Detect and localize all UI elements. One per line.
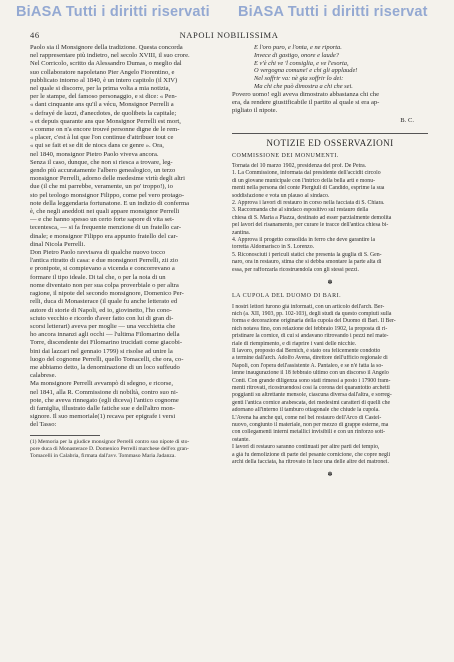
text-line: ragione, il nipote del secondo monsignore, Domenico Per- <box>30 290 184 298</box>
text-line: L'Avena ha anche qui, come nel bel restauro dell'Arco di Castel- <box>232 414 382 421</box>
text-line: autore di storie di Napoli, ed io, giovinetto, l'ho cono- <box>30 306 172 314</box>
subheading-cupola: LA CUPOLA DEL DUOMO DI BARI. <box>232 293 342 300</box>
text-line: « dant cinquante ans qu'il a vécu, Monsignor Perrelli a <box>30 101 174 109</box>
minutes-list <box>232 170 428 274</box>
text-line: per le stampe, del famoso personaggio, e si dice: « Pen- <box>30 93 177 101</box>
minutes-line: torretta Aldomarisco in S. Lorenzo. <box>232 244 315 251</box>
text-line: « et depuis quarante ans que Monsignor Perrelli est mort, <box>30 117 181 125</box>
minutes-intro: Tornata del 10 marzo 1902, presidenza del prof. De Petra. <box>232 163 367 169</box>
text-line: « qui se fait et se dit de niocs dans ce genre ». Ora, <box>30 142 164 150</box>
text-line: nel 1840, monsignor Pietro Paolo viveva ancora. <box>30 150 159 158</box>
footnote-line: pore duca di Monasterace D. Domenico Perrelli marchese dell'ex gran- <box>30 445 189 452</box>
text-line: dinal Nicola Perrelli. <box>30 240 86 248</box>
verse-line: Ma chi che può dimostra a chi che sei. <box>254 82 353 90</box>
text-line: monsignor Perrelli, adorno delle medesime virtù degli altri <box>30 175 185 183</box>
text-line: ho ancora innanzi agli occhi — l'ultima Filomarino della <box>30 331 180 339</box>
text-line: nuovo, congiunto il materiale, non per mezzo di grappe esterne, ma <box>232 422 389 428</box>
text-line: sciuto vecchio e ricordo d'aver fatto con lui di gran di- <box>30 314 174 322</box>
text-line: adornano all'interno il tamburo ottagonale che chiude la cupola. <box>232 407 380 414</box>
page-number: 46 <box>30 30 40 40</box>
text-line: note della leggendaria fortunatone. E un indizio di conferma <box>30 199 190 207</box>
subheading-commissione: COMMISSIONE DEI MONUMENTI. <box>232 152 339 159</box>
text-line: — e che hanno spesso un certo forte sapore di vita set- <box>30 216 175 224</box>
text-line: genti l'antica cornice arabescata, dei medesimi caratteri di quelli che <box>232 399 391 406</box>
footnote-line: (1) Memoria per la giudice monsignor Perrelli contro suo nipote di sto- <box>30 438 190 445</box>
author-signature: B. C. <box>400 117 414 125</box>
text-line: di famiglia, illustrato dalle fatiche sue e dell'altro mon- <box>30 404 175 412</box>
minutes-line: 4. Approva il progetto consolida in ferro che deve garantire la <box>232 237 376 244</box>
verse-line: O vergogna comune! e chi gli applaude! <box>254 67 358 75</box>
minutes-line: naro, ora in restauro, stima che si debba smontare la parte alta di <box>232 259 382 266</box>
minutes-line: 5. Riconosciuti i periculi statici che presenta la guglia di S. Gen- <box>232 251 382 258</box>
text-line: pristinare la cornice, di cui si andavano ritrovando i pezzi nel mate- <box>232 333 389 340</box>
text-line: gendo più accuratamente l'albero genealogico, un terzo <box>30 167 176 175</box>
watermark-left-text: BiASA Tutti i diritti riservati <box>16 4 210 20</box>
running-title: NAPOLI NOBILISSIMA <box>179 30 279 40</box>
section-ornament-1: ✽ <box>327 280 333 287</box>
footnote <box>30 439 220 460</box>
minutes-line: soddisfazione e vota un plauso al sindaco. <box>232 192 330 199</box>
text-line: nel rappresentare più indietro, nel secolo XVIII, il suo crore. <box>30 52 190 60</box>
paragraph-4 <box>30 380 220 429</box>
text-line: Napoli, con l'opera dell'assistente A. Pantaleo, e se n'è fatta la so- <box>232 362 384 369</box>
text-line: Conti. Con grande diligenza sono stati rimessi a posto i 17900 fram- <box>232 377 391 384</box>
text-line: « placer, c'est à lui que l'on continue d'attribuer tout ce <box>30 134 174 142</box>
text-line: pote, che aveva rinnegato (egli diceva) l'antico cognome <box>30 396 179 404</box>
text-line: luogo del cognome Perrelli, quello Tomacelli, che ora, co- <box>30 355 184 363</box>
text-line: nich notava fino, con relazione del febbraio 1902, la proposta di ri- <box>232 325 388 332</box>
minutes-line: 2. Approva i lavori di restauro in corso nella facciata di S. Chiara. <box>232 200 385 207</box>
text-line: Senza il caso, dunque, che non si riesca a trovare, leg- <box>30 158 173 166</box>
text-line: nel 1841, alla R. Commissione di nobiltà, contro suo ni- <box>30 388 178 396</box>
text-line: l'antica ritratto di casa: e due monsignori Perrelli, zii zio <box>30 257 179 265</box>
text-line: Torre, discendente dei Filomarino trucidati come giacobi- <box>30 339 183 347</box>
text-line: due (il che mi parrebbe, veramente, un po' troppo!), io <box>30 183 173 191</box>
text-line: scorsi letterari) aveva per moglie — una vecchietta che <box>30 322 176 330</box>
minutes-line: chiesa di S. Maria a Piazza, destinato ad esser parzialmente demolita <box>232 214 392 221</box>
page-header <box>30 30 428 42</box>
text-line: I lavori di restauro saranno continuati per altre parti del tempio, <box>232 444 380 451</box>
text-line: pubblicato intorno al 1840, è un intero capitolo (il XIV) <box>30 76 178 84</box>
text-line: « comme on n'a encore trouvé personne digne de le rem- <box>30 126 180 134</box>
text-line: pigliato il nipote. <box>232 107 278 115</box>
minutes-line: zantina. <box>232 229 251 236</box>
text-line: calabrese. <box>30 372 57 380</box>
text-line: menti ritrovati, ricostruendosi così la corona dei quarantotto archetti <box>232 384 390 391</box>
text-line: me abbiamo detto, la denominazione di un loco suffeudo <box>30 363 180 371</box>
text-line: Don Pietro Paolo ravvisava di qualche nuovo tocco <box>30 249 166 257</box>
minutes-line: di un giovane municipale con l'intrico della bella arti e monu- <box>232 177 376 184</box>
tasso-verse <box>232 44 428 91</box>
paragraph-1 <box>30 44 220 159</box>
text-line: a già fu demolizione di parte del pesante cornicione, che copre negli <box>232 451 391 458</box>
footnote-line: Tomacelli in Calabria, firmata dall'avv. Tommaso Maria Jadanza. <box>30 452 176 459</box>
text-line: relli, duca di Monasterace (il quale fu anche letterato ed <box>30 298 178 306</box>
text-line: dinale; e monsignor Filippo era appunto fratello del car- <box>30 232 178 240</box>
text-line: riale di riempimento, e di riaprire i vani delle nicchie. <box>232 340 357 347</box>
text-line: e pronipote, si compievano a vicenda e concorrevano a <box>30 265 175 273</box>
text-line: Paolo sia il Monsignore della tradizione. Questa concorda <box>30 44 183 51</box>
text-line: Povero uomo! egli aveva dimostrato abbastanza chi che <box>232 90 380 98</box>
paragraph-2 <box>30 159 220 249</box>
text-line: forma e decorazione originaria della cupola del Duomo di Bari. Il Ber- <box>232 318 396 325</box>
text-line: archi della facciata, ha ritrovato in luce una delle altre dei matronei. <box>232 459 389 466</box>
text-line: con collegamenti interni metallici invisibili e con un rinforzo sott- <box>232 429 386 436</box>
right-column <box>232 44 428 485</box>
text-line: signore. Il suo memoriale(1) recava per epigrafe i versi <box>30 413 176 421</box>
text-line: « defrayé de lazzi, d'anecdotes, de quolibets la capitale; <box>30 109 177 117</box>
text-line: Il lavoro, proposto dal Bernich, è stato ora felicemente condotto <box>232 347 381 354</box>
minutes-line: essa, per rafforzarla ricostruendola con gli stessi pezzi. <box>232 266 359 273</box>
verse-line: E v'è chi ve 'l consiglia, e ve l'esorta, <box>254 59 349 67</box>
text-line: bini dai lazzari nel gennaio 1799) si risolse ad unire la <box>30 347 173 355</box>
text-line: nich (a. XII, 1903, pp. 102-103), degli studi da questo compiuti sulla <box>232 310 392 317</box>
paragraph-3 <box>30 249 220 380</box>
section-divider <box>232 133 428 134</box>
section-title: NOTIZIE ED OSSERVAZIONI <box>266 137 394 148</box>
text-line: ostante. <box>232 436 250 443</box>
text-line: nel quale si discorre, per la prima volta a mia notizia, <box>30 85 171 93</box>
text-line: era, da rendere giustificabile il partito al quale si era ap- <box>232 98 380 106</box>
text-line: poggianti su altrettante mensole, ciascuna diversa dall'altra, e sorreg- <box>232 392 392 399</box>
text-line: lenne inaugurazione il 18 febbraio ultimo con un discorso il Angelo <box>232 370 389 377</box>
text-line: nome diventato non per sua colpa proverbiale o per altra <box>30 281 179 289</box>
text-line: tecentesca, — si fa frequente menzione di un fratello car- <box>30 224 182 232</box>
text-line: del Tasso: <box>30 421 57 429</box>
text-line: I nostri lettori furono già informati, con un articolo dell'arch. Ber- <box>232 303 385 310</box>
minutes-line: 3. Raccomanda che al sindaco espositivo sul restauro della <box>232 207 369 214</box>
left-column <box>30 44 220 460</box>
text-line: sto pel teologo monsignor Filippo, come pel vero protago- <box>30 191 185 199</box>
section-ornament-2: ✽ <box>327 472 333 479</box>
text-line: Nel Corricolo, scritto da Alessandro Dumas, o meglio dal <box>30 60 182 68</box>
footnote-divider <box>30 435 100 436</box>
text-line: è, che negli aneddoti nei quali appare monsignor Perrelli <box>30 208 180 216</box>
text-line: Ma monsignore Perrelli avvampò di sdegno, e ricorse, <box>30 380 174 388</box>
watermark-right-text: BiASA Tutti i diritti riservat <box>238 4 428 20</box>
text-line: suo collaboratore napoletano Pier Angelo Fiorentino, e <box>30 68 175 76</box>
minutes-line: 1. La Commissione, informata dal presidente dell'accidit circolo <box>232 170 381 177</box>
minutes-line: pel lavori del risanamento, per curare le tracce dell'antica chiesa bi- <box>232 222 389 229</box>
verse-line: E l'oro puro, e l'onta, e ne riporta. <box>254 44 342 51</box>
minutes-line: menti nella persona del conte Piergiuli di Candido, esprime la sua <box>232 185 385 192</box>
article-cupola-bari <box>232 304 428 467</box>
paragraph-after-verse <box>232 91 428 116</box>
text-line: a termine dall'arch. Adolfo Avena, direttore dell'ufficio regionale di <box>232 355 388 362</box>
text-line: formare il tipo ideale. Di tal che, o per la noia di un <box>30 273 166 281</box>
verse-line: Invece di gastigo, onore e laude? <box>254 51 339 59</box>
verse-line: Nel soffrir va: nè gia soffrir lo dei: <box>254 75 344 83</box>
